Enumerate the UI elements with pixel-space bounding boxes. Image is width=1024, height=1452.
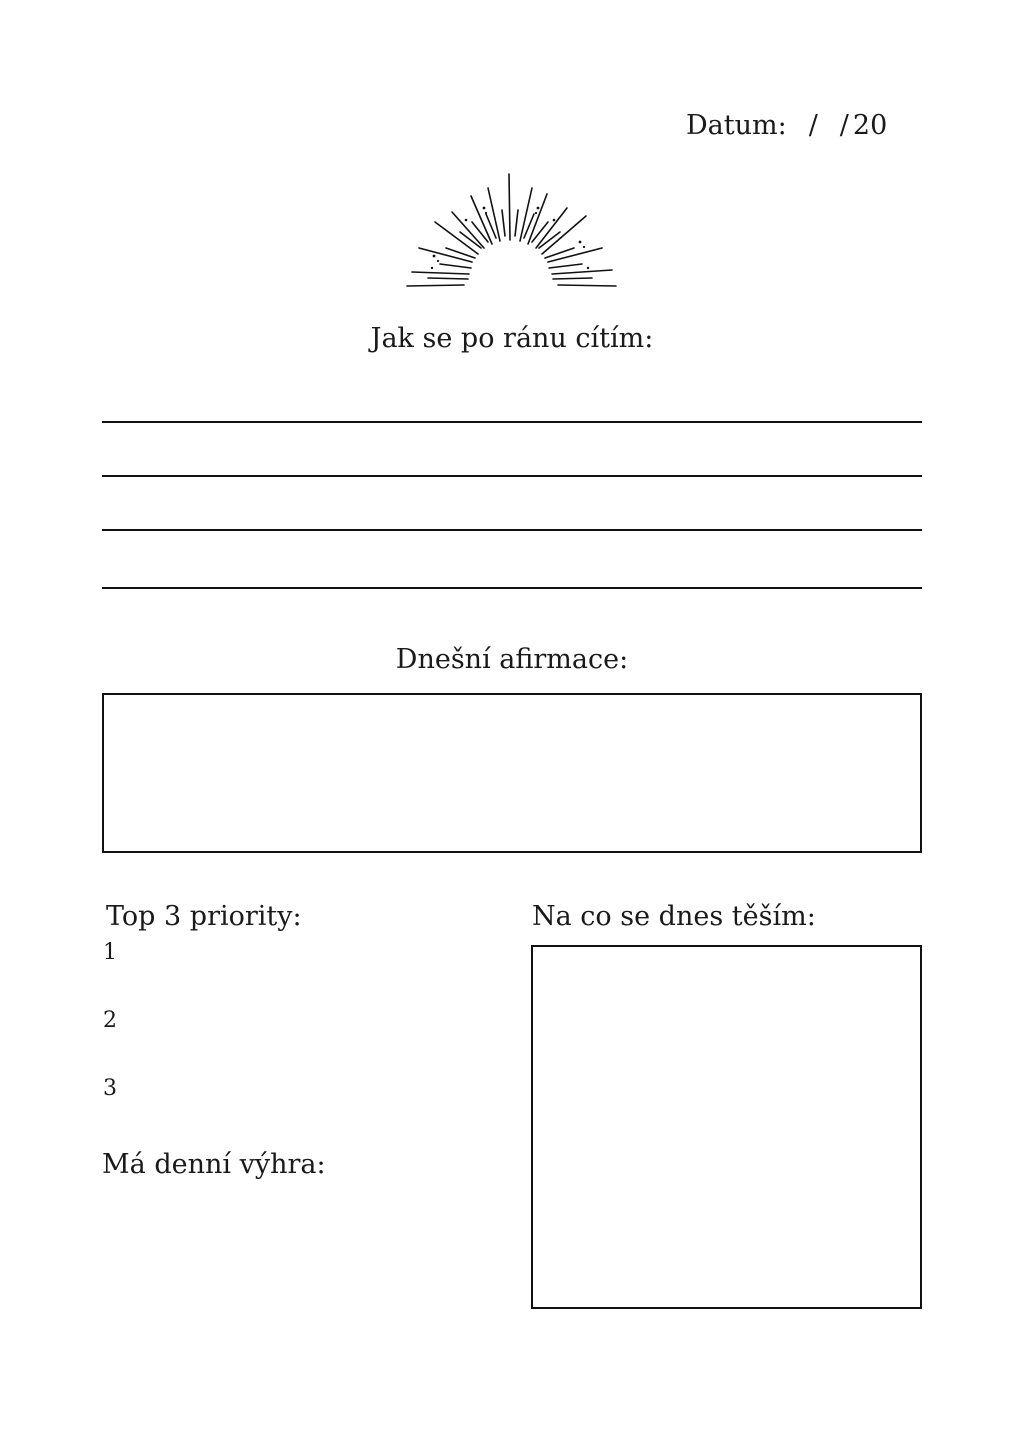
date-label: Datum: <box>686 110 787 141</box>
writing-line[interactable] <box>102 421 922 423</box>
writing-line[interactable] <box>102 529 922 531</box>
priority-number-2: 2 <box>103 1008 117 1033</box>
date-year-prefix: 20 <box>852 110 888 141</box>
writing-line[interactable] <box>102 475 922 477</box>
priority-number-1: 1 <box>103 940 117 965</box>
priorities-heading: Top 3 priority: <box>106 901 302 932</box>
daily-win-heading: Má denní výhra: <box>102 1149 326 1180</box>
date-field <box>686 110 887 141</box>
priority-number-3: 3 <box>103 1076 117 1101</box>
looking-forward-heading: Na co se dnes těším: <box>532 901 816 932</box>
morning-feeling-heading: Jak se po ránu cítím: <box>370 323 654 354</box>
affirmation-heading: Dnešní afirmace: <box>395 644 629 675</box>
date-separator-month: / <box>839 110 849 141</box>
date-separator-day: / <box>808 110 818 141</box>
sunrise-icon <box>402 168 622 292</box>
looking-forward-box[interactable] <box>531 945 922 1309</box>
writing-line[interactable] <box>102 587 922 589</box>
affirmation-box[interactable] <box>102 693 922 853</box>
